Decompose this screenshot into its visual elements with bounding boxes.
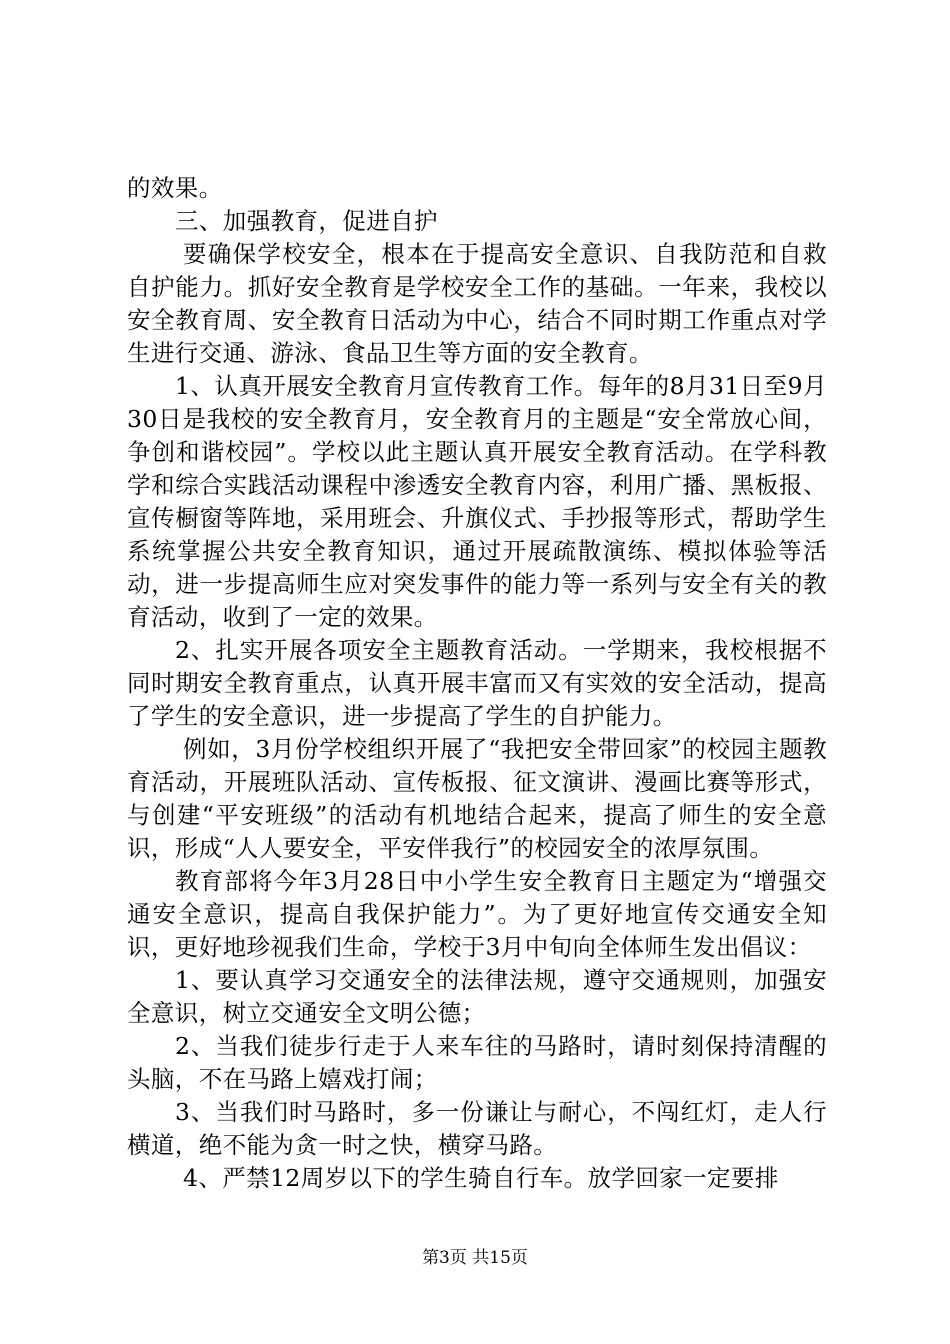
paragraph: 的效果。: [127, 174, 223, 202]
list-item: 3、当我们时马路时，多一份谦让与耐心，不闯红灯，走人行横道，绝不能为贪一时之快，横穿马路。: [127, 1098, 827, 1159]
section-heading: 三、加强教育，促进自护: [175, 207, 438, 235]
paragraph: 1、认真开展安全教育月宣传教育工作。每年的8月31日至9月30日是我校的安全教育月，安全教育月的主题是“安全常放心间，争创和谐校园”。学校以此主题认真开展安全教育活动。在学科教学和综合实践活动课程中渗透安全教育内容，利用广播、黑板报、宣传橱窗等阵地，采用班会、升旗仪式、手抄报等形式，帮助学生系统掌握公共安全教育知识，通过开展疏散演练、模拟体验等活动，进一步提高师生应对突发事件的能力等一系列与安全有关的教育活动，收到了一定的效果。: [127, 372, 827, 631]
list-item: 4、严禁12周岁以下的学生骑自行车。放学回家一定要排: [183, 1164, 779, 1192]
page-number: 第3页 共15页: [422, 1248, 528, 1268]
paragraph: 教育部将今年3月28日中小学生安全教育日主题定为“增强交通安全意识，提高自我保护能力”。为了更好地宣传交通安全知识，更好地珍视我们生命，学校于3月中旬向全体师生发出倡议：: [127, 867, 827, 961]
paragraph: 例如，3月份学校组织开展了“我把安全带回家”的校园主题教育活动，开展班队活动、宣传板报、征文演讲、漫画比赛等形式，与创建“平安班级”的活动有机地结合起来，提高了师生的安全意识，形成“人人要安全，平安伴我行”的校园安全的浓厚氛围。: [127, 735, 827, 862]
body-text: [127, 172, 827, 1195]
list-item: 1、要认真学习交通安全的法律法规，遵守交通规则，加强安全意识，树立交通安全文明公德；: [127, 966, 827, 1027]
paragraph: 要确保学校安全，根本在于提高安全意识、自我防范和自救自护能力。抓好安全教育是学校安全工作的基础。一年来，我校以安全教育周、安全教育日活动为中心，结合不同时期工作重点对学生进行交通、游泳、食品卫生等方面的安全教育。: [127, 240, 827, 367]
list-item: 2、当我们徒步行走于人来车往的马路时，请时刻保持清醒的头脑，不在马路上嬉戏打闹；: [127, 1032, 827, 1093]
paragraph: 2、扎实开展各项安全主题教育活动。一学期来，我校根据不同时期安全教育重点，认真开展丰富而又有实效的安全活动，提高了学生的安全意识，进一步提高了学生的自护能力。: [127, 636, 827, 730]
